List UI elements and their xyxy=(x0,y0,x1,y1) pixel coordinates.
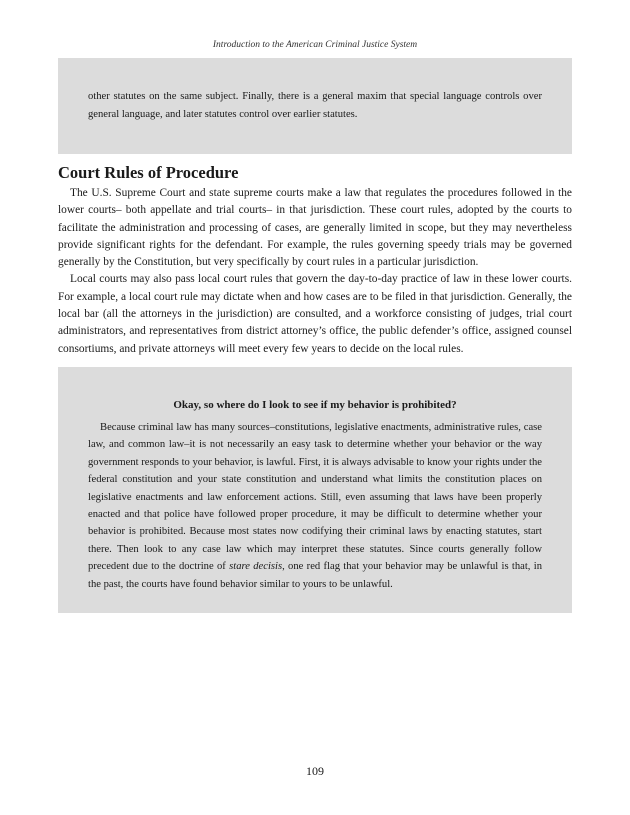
callout-text-before: Because criminal law has many sources–constitutions, legislative enactments, administrative rules, case law, and common law–it is not necessarily an easy task to determine whether your behavior or the way government responds to your behavior, is lawful. First, it is always advisable to know your rights under the federal constitution and your state constitution and understand what limits the constitution places on legislative enactments and law enforcement actions. Still, even assuming that laws have been properly enacted and that police have followed proper procedure, it may be difficult to determine whether your behavior is prohibited. Because most states now codifying their criminal laws by enacting statutes, start there. Then look to any case law which may interpret these statutes. Since courts generally follow precedent due to the doctrine of xyxy=(88,422,542,573)
running-head: Introduction to the American Criminal Justice System xyxy=(212,40,418,50)
callout-paragraph xyxy=(88,419,542,593)
continued-text-box xyxy=(58,58,572,154)
callout-text-after: , one red flag that your behavior may be unlawful is that, in the past, the courts have found behavior similar to yours to be unlawful. xyxy=(88,561,542,590)
callout-latin-term: stare decisis xyxy=(229,561,283,573)
section-heading: Court Rules of Procedure xyxy=(58,163,239,182)
section-paragraph-1: The U.S. Supreme Court and state supreme courts make a law that regulates the procedures followed in the lower courts– both appellate and trial courts– in that jurisdiction. These court rules, adopted by the courts to facilitate the administration and processing of cases, are generally limited in scope, but they may nevertheless provide significant rights for the defendant. For example, the rules governing speedy trials may be governed generally by the Constitution, but very specifically by court rules in a particular jurisdiction. xyxy=(58,187,572,269)
page-number: 109 xyxy=(306,764,324,778)
section-paragraph-2: Local courts may also pass local court rules that govern the day-to-day practice of law in these lower courts. For example, a local court rule may dictate when and how cases are to be filed in that jurisdiction. Generally, the local bar (all the attorneys in the jurisdiction) are consulted, and a workforce consisting of judges, trial court administrators, and representatives from district attorney’s office, the public defender’s office, assigned counsel consortiums, and private attorneys will meet every few years to decide on the local rules. xyxy=(58,273,572,355)
court-rules-section xyxy=(58,162,572,358)
callout-title: Okay, so where do I look to see if my behavior is prohibited? xyxy=(173,399,457,411)
continued-paragraph: other statutes on the same subject. Finally, there is a general maxim that special language controls over general language, and later statutes control over earlier statutes. xyxy=(88,91,542,120)
callout-box xyxy=(58,367,572,613)
